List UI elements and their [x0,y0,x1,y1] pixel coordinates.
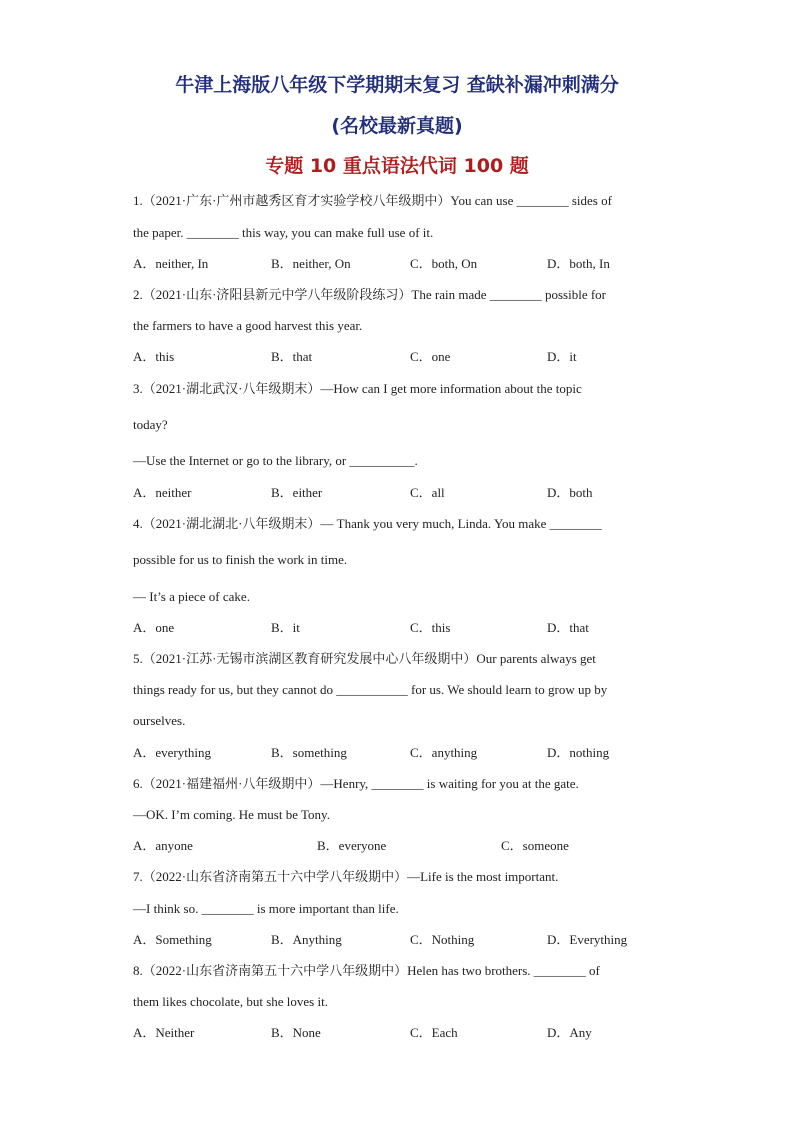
question-8-option-a: A．Neither [133,1025,195,1040]
question-2-option-a: A．this [133,349,175,364]
question-8-option-d: D．Any [547,1025,592,1040]
question-7-option-b: B．Anything [271,932,342,947]
question-7-option-d: D．Everything [547,932,628,947]
question-6-text: 6.（2021·福建福州·八年级期中）—Henry, ________ is waiting for you at the gate. [133,776,579,791]
topic-title: 专题 10 重点语法代词 100 题 [265,155,529,177]
question-8-option-c: C．Each [410,1025,458,1040]
document-subtitle: (名校最新真题) [331,115,463,137]
question-4-option-d: D．that [547,620,589,635]
question-2-text: the farmers to have a good harvest this year. [133,318,363,333]
question-1-option-d: D．both, In [547,256,610,271]
question-3-option-c: C．all [410,485,445,500]
question-6-text: —OK. I’m coming. He must be Tony. [133,807,330,822]
question-1-option-b: B．neither, On [271,256,351,271]
question-3-option-a: A．neither [133,485,192,500]
question-7-option-c: C．Nothing [410,932,475,947]
question-1-option-c: C．both, On [410,256,478,271]
question-2-option-b: B．that [271,349,313,364]
question-1-option-a: A．neither, In [133,256,209,271]
question-5-text: things ready for us, but they cannot do ___________ for us. We should learn to grow up by [133,682,608,697]
question-6-option-c: C．someone [501,838,569,853]
question-8-text: them likes chocolate, but she loves it. [133,994,328,1009]
question-6-option-b: B．everyone [317,838,387,853]
question-8-option-b: B．None [271,1025,321,1040]
question-7-text: —I think so. ________ is more important than life. [133,901,399,916]
question-3-text: 3.（2021·湖北武汉·八年级期末）—How can I get more information about the topic [133,381,582,396]
question-4-text: — It’s a piece of cake. [133,589,250,604]
question-1-text: the paper. ________ this way, you can make full use of it. [133,225,434,240]
question-7-option-a: A．Something [133,932,212,947]
question-8-text: 8.（2022·山东省济南第五十六中学八年级期中）Helen has two brothers. ________ of [133,963,600,978]
question-3-option-d: D．both [547,485,593,500]
question-5-option-a: A．everything [133,745,211,760]
question-2-text: 2.（2021·山东·济阳县新元中学八年级阶段练习）The rain made ________ possible for [133,287,607,302]
document-title: 牛津上海版八年级下学期期末复习 查缺补漏冲刺满分 [175,74,619,96]
question-3-text: —Use the Internet or go to the library, or __________. [133,453,418,468]
question-5-text: ourselves. [133,713,186,728]
question-2-option-c: C．one [410,349,451,364]
question-3-option-b: B．either [271,485,323,500]
question-4-text: 4.（2021·湖北湖北·八年级期末）— Thank you very much, Linda. You make ________ [133,516,602,531]
question-6-option-a: A．anyone [133,838,193,853]
question-4-option-c: C．this [410,620,451,635]
question-5-option-d: D．nothing [547,745,610,760]
question-4-text: possible for us to finish the work in time. [133,552,348,567]
question-4-option-a: A．one [133,620,175,635]
question-1-text: 1.（2021·广东·广州市越秀区育才实验学校八年级期中）You can use ________ sides of [133,193,612,208]
question-7-text: 7.（2022·山东省济南第五十六中学八年级期中）—Life is the most important. [133,869,559,884]
question-5-option-b: B．something [271,745,347,760]
question-3-text: today? [133,417,168,432]
question-4-option-b: B．it [271,620,300,635]
question-5-option-c: C．anything [410,745,478,760]
question-5-text: 5.（2021·江苏·无锡市滨湖区教育研究发展中心八年级期中）Our parents always get [133,651,596,666]
question-2-option-d: D．it [547,349,577,364]
